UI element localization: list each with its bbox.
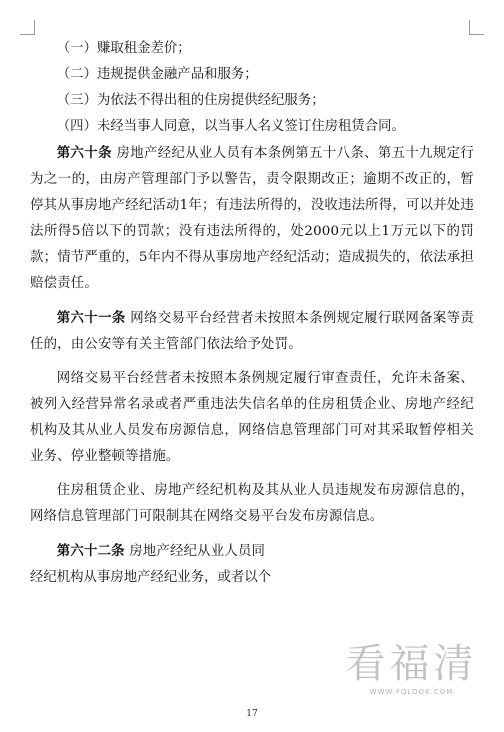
article-61-text: 网络交易平台经营者未按照本条例规定履行联网备案等责任的，由公安等有关主管部门依法给予处罚。 xyxy=(30,311,474,352)
watermark-text: 看福清 xyxy=(345,641,478,687)
article-62 xyxy=(30,538,474,565)
article-60-heading: 第六十条 xyxy=(56,145,112,161)
article-61-heading: 第六十一条 xyxy=(56,310,126,326)
list-item: （四）未经当事人同意，以当事人名义签订住房租赁合同。 xyxy=(56,119,405,134)
list-item: （三）为依法不得出租的住房提供经纪服务； xyxy=(56,93,325,108)
article-61-paragraph-2: 网络交易平台经营者未按照本条例规定履行审查责任，允许未备案、被列入经营异常名录或者严重违法失信名单的住房租赁企业、房地产经纪机构及其从业人员发布房源信息，网络信息管理部门可对其采取暂停相关业务、停业整顿等措施。 xyxy=(30,371,474,464)
article-62-text: 房地产经纪从业人员同 xyxy=(129,544,266,559)
crop-mark-top-left xyxy=(20,20,35,35)
article-60-text: 房地产经纪从业人员有本条例第五十八条、第五十九规定行为之一的，由房产管理部门予以警告，责令限期改正；逾期不改正的，暂停其从事房地产经纪活动1年；有违法所得的，没收违法所得，可以并处违法所得5倍以下的罚款；没有违法所得的，处2000元以上1万元以下的罚款；情节严重的，5年内不得从事房地产经纪活动；造成损失的，依法承担赔偿责任。 xyxy=(30,146,474,291)
article-62-line-2: 经纪机构从事房地产经纪业务，或者以个 xyxy=(30,570,272,585)
crop-mark-top-right xyxy=(469,20,484,35)
list-item: （一）赚取租金差价； xyxy=(56,41,191,56)
body-text xyxy=(30,36,474,591)
watermark-logo xyxy=(339,640,484,710)
list-item: （二）违规提供金融产品和服务； xyxy=(56,67,258,82)
article-61 xyxy=(30,305,474,358)
article-62-heading: 第六十二条 xyxy=(56,543,125,559)
article-61-paragraph-3: 住房租赁企业、房地产经纪机构及其从业人员违规发布房源信息的，网络信息管理部门可限制其在网络交易平台发布房源信息。 xyxy=(30,483,474,524)
watermark-url: WWW.FQLOOK.COM xyxy=(369,688,454,696)
article-60 xyxy=(30,140,474,297)
page-number: 17 xyxy=(246,709,258,719)
